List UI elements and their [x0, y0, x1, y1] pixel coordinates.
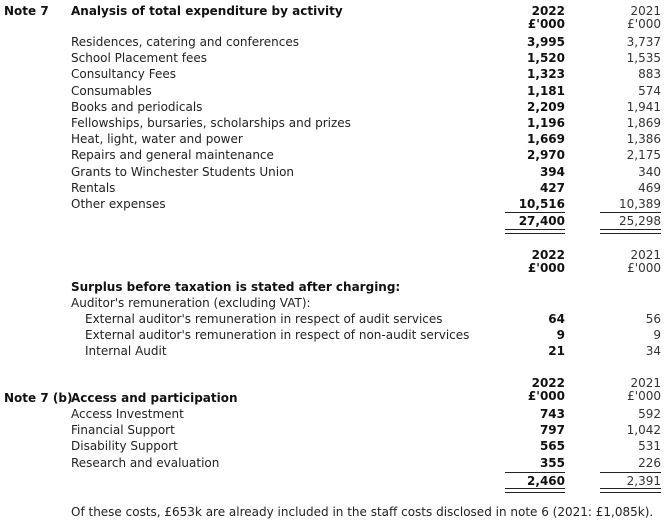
row-value-prior: 1,941 — [626, 99, 661, 114]
row-value-prior: 592 — [638, 407, 661, 421]
row-value-current: 64 — [548, 312, 565, 326]
row-label: Rentals — [71, 180, 116, 195]
row-value-prior: 531 — [638, 439, 661, 454]
row-value-current: 1,181 — [527, 83, 565, 98]
row-value-current: 427 — [539, 180, 565, 195]
row-label: Access Investment — [71, 407, 184, 421]
row-value-prior: 3,737 — [626, 35, 661, 49]
section-title: Analysis of total expenditure by activity — [71, 4, 343, 18]
total-double-rule-prior — [600, 488, 661, 493]
row-label: External auditor's remuneration in respect of non-audit services — [85, 327, 470, 342]
total-double-rule-current — [505, 488, 565, 493]
row-label: Books and periodicals — [71, 99, 203, 114]
row-label: Other expenses — [71, 197, 166, 211]
total-double-rule-current — [505, 229, 565, 234]
row-value-current: 3,995 — [527, 35, 565, 49]
subtotal-rule-prior — [600, 212, 661, 213]
row-value-current: 743 — [539, 407, 565, 421]
row-value-prior: 1,869 — [626, 116, 661, 130]
row-value-prior: 883 — [638, 67, 661, 82]
year-prior-header: 2021 — [630, 248, 661, 262]
year-prior-header: 2021 — [630, 376, 661, 390]
unit-prior-header: £'000 — [627, 17, 661, 31]
row-value-current: 1,520 — [527, 51, 565, 66]
year-prior-header: 2021 — [630, 4, 661, 18]
row-value-current: 10,516 — [518, 197, 565, 211]
row-label: Disability Support — [71, 439, 178, 454]
row-value-prior: 469 — [638, 180, 661, 195]
row-label: Heat, light, water and power — [71, 132, 243, 147]
row-label: Fellowships, bursaries, scholarships and prizes — [71, 116, 351, 130]
note-label: Note 7 (b) — [4, 391, 73, 405]
note-label: Note 7 — [4, 4, 49, 18]
row-value-current: 2,209 — [527, 99, 565, 114]
row-label: Research and evaluation — [71, 455, 220, 470]
row-value-prior: 56 — [645, 312, 661, 326]
row-label: Grants to Winchester Students Union — [71, 164, 295, 179]
section-title: Access and participation — [71, 391, 238, 405]
row-label: Consumables — [71, 83, 152, 98]
unit-prior-header: £'000 — [627, 261, 661, 275]
subtotal-rule-prior — [600, 472, 661, 473]
row-value-prior: 10,389 — [619, 197, 661, 211]
row-label: Financial Support — [71, 423, 175, 438]
row-label: Repairs and general maintenance — [71, 148, 274, 163]
row-value-current: 355 — [539, 455, 565, 470]
total-prior: 2,391 — [626, 474, 661, 488]
surplus-heading: Surplus before taxation is stated after charging: — [71, 280, 401, 294]
row-value-prior: 2,175 — [626, 148, 661, 163]
row-label: Internal Audit — [85, 343, 167, 358]
total-double-rule-prior — [600, 229, 661, 234]
row-label: Consultancy Fees — [71, 67, 176, 82]
year-current-header: 2022 — [531, 4, 565, 18]
row-value-current: 2,970 — [527, 148, 565, 163]
unit-current-header: £'000 — [527, 261, 565, 275]
total-current: 27,400 — [518, 214, 565, 228]
row-value-current: 565 — [539, 439, 565, 454]
unit-prior-header: £'000 — [627, 389, 661, 403]
row-value-prior: 9 — [653, 327, 661, 342]
row-value-current: 1,669 — [527, 132, 565, 147]
total-current: 2,460 — [527, 474, 565, 488]
row-value-prior: 1,535 — [626, 51, 661, 66]
row-value-current: 797 — [539, 423, 565, 438]
total-prior: 25,298 — [619, 214, 661, 228]
footnote: Of these costs, £653k are already included in the staff costs disclosed in note 6 (2021: £1,085k). — [71, 505, 654, 519]
row-value-prior: 1,386 — [626, 132, 661, 147]
row-value-current: 9 — [556, 327, 565, 342]
row-value-prior: 340 — [638, 164, 661, 179]
row-value-current: 1,196 — [527, 116, 565, 130]
row-value-prior: 226 — [638, 455, 661, 470]
subtotal-rule-current — [505, 472, 565, 473]
unit-current-header: £'000 — [527, 17, 565, 31]
row-label: Residences, catering and conferences — [71, 35, 300, 49]
row-value-prior: 34 — [645, 343, 661, 358]
row-value-prior: 1,042 — [626, 423, 661, 438]
row-value-current: 21 — [548, 343, 565, 358]
row-value-current: 1,323 — [527, 67, 565, 82]
row-value-prior: 574 — [638, 83, 661, 98]
row-label: External auditor's remuneration in respect of audit services — [85, 312, 443, 326]
row-value-current: 394 — [539, 164, 565, 179]
year-current-header: 2022 — [531, 376, 565, 390]
unit-current-header: £'000 — [527, 389, 565, 403]
auditor-subheading: Auditor's remuneration (excluding VAT): — [71, 296, 311, 310]
subtotal-rule-current — [505, 212, 565, 213]
row-label: School Placement fees — [71, 51, 207, 66]
year-current-header: 2022 — [531, 248, 565, 262]
